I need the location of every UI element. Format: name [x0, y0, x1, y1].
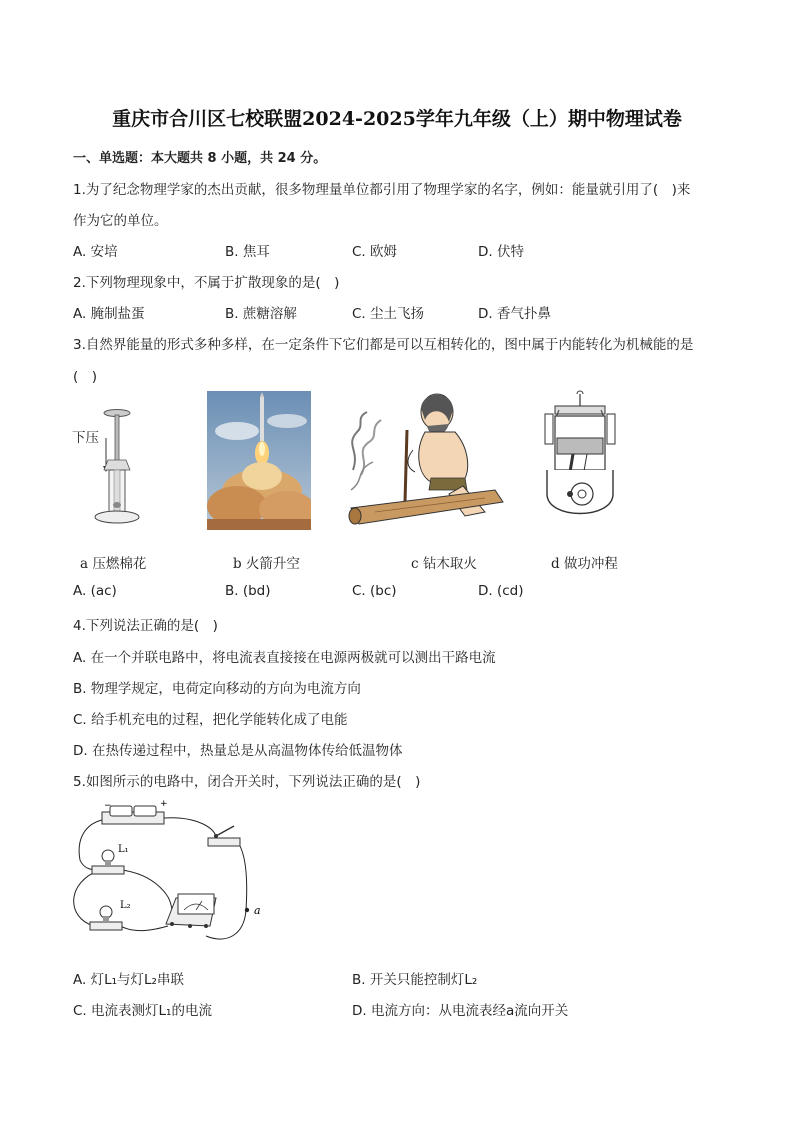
q5-option-b[interactable]: B. 开关只能控制灯L₂: [352, 972, 478, 988]
q4-option-c[interactable]: C. 给手机充电的过程，把化学能转化成了电能: [73, 712, 348, 728]
q2-stem: 2.下列物理现象中，不属于扩散现象的是( ): [73, 275, 340, 291]
point-a-label: a: [254, 904, 261, 917]
q4-option-b[interactable]: B. 物理学规定，电荷定向移动的方向为电流方向: [73, 681, 361, 697]
battery-minus-label: −: [104, 801, 112, 811]
figure-c-drilling-wood: [345, 390, 505, 528]
q1-stem-line2: 作为它的单位。: [73, 213, 168, 229]
lamp-l1-label: L₁: [118, 844, 129, 855]
q3-option-c[interactable]: C. (bc): [352, 583, 397, 599]
q4-stem: 4.下列说法正确的是( ): [73, 618, 218, 634]
page-title: 重庆市合川区七校联盟2024-2025学年九年级（上）期中物理试卷: [112, 108, 682, 130]
q1-stem-line1: 1.为了纪念物理学家的杰出贡献，很多物理量单位都引用了物理学家的名字，例如：能量就引用了( )来: [73, 182, 691, 198]
figure-a-caption: a 压燃棉花: [80, 556, 147, 572]
section-heading: 一、单选题：本大题共 8 小题，共 24 分。: [73, 151, 327, 166]
q5-option-a[interactable]: A. 灯L₁与灯L₂串联: [73, 972, 184, 988]
q3-stem-line1: 3.自然界能量的形式多种多样，在一定条件下它们都是可以互相转化的，图中属于内能转化为机械能的是: [73, 337, 694, 353]
figure-b-caption: b 火箭升空: [233, 556, 300, 572]
figure-d-engine-power-stroke: [537, 390, 623, 528]
q5-stem: 5.如图所示的电路中，闭合开关时，下列说法正确的是( ): [73, 774, 421, 790]
q5-option-c[interactable]: C. 电流表测灯L₁的电流: [73, 1003, 212, 1019]
q4-option-a[interactable]: A. 在一个并联电路中，将电流表直接接在电源两极就可以测出干路电流: [73, 650, 496, 666]
lamp-l2-label: L₂: [120, 900, 131, 911]
q2-option-c[interactable]: C. 尘土飞扬: [352, 306, 425, 322]
q2-option-a[interactable]: A. 腌制盐蛋: [73, 306, 145, 322]
figure-a-label-press: 下压: [72, 430, 99, 446]
q3-option-a[interactable]: A. (ac): [73, 583, 117, 599]
q3-option-d[interactable]: D. (cd): [478, 583, 524, 599]
q2-option-d[interactable]: D. 香气扑鼻: [478, 306, 551, 322]
q5-option-d[interactable]: D. 电流方向：从电流表经a流向开关: [352, 1003, 569, 1019]
q1-option-c[interactable]: C. 欧姆: [352, 244, 398, 260]
q4-option-d[interactable]: D. 在热传递过程中，热量总是从高温物体传给低温物体: [73, 743, 403, 759]
figure-c-caption: c 钻木取火: [411, 556, 477, 572]
figure-b-rocket-launch: [207, 391, 311, 530]
battery-plus-label: +: [160, 799, 168, 809]
figure-d-caption: d 做功冲程: [551, 556, 618, 572]
q1-option-d[interactable]: D. 伏特: [478, 244, 524, 260]
q1-option-a[interactable]: A. 安培: [73, 244, 118, 260]
q2-option-b[interactable]: B. 蔗糖溶解: [225, 306, 297, 322]
q1-option-b[interactable]: B. 焦耳: [225, 244, 270, 260]
figure-a-fire-syringe: [70, 400, 150, 530]
figure-q5-circuit: [66, 798, 276, 950]
q3-stem-line2: ( ): [73, 369, 98, 385]
q3-option-b[interactable]: B. (bd): [225, 583, 271, 599]
